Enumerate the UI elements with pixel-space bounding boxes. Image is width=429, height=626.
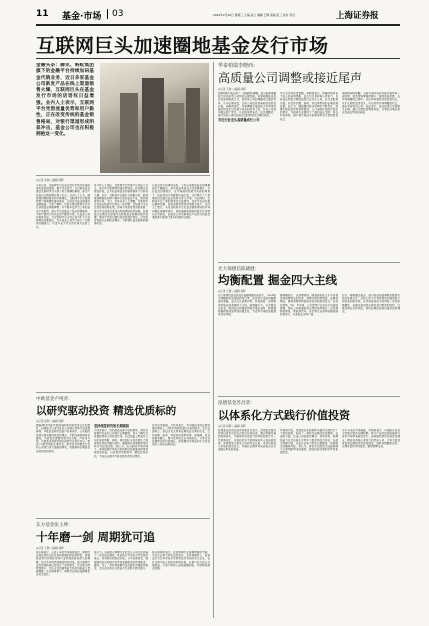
lm-subhead: 坚持深度研究和长期跟踪 bbox=[94, 424, 130, 428]
lb-kicker: 东方基金张玉坤： bbox=[36, 523, 73, 528]
lm-column-2-text: 卢纯青表示，好的投资来源于好的研究。研究员需要对行业和公司进行长期跟踪，深入了解行业发展趋势和公司经营状况，在此基础上形成对公司价值的判断。同时，研究团队与投资团队之间保持密切的沟通与协作，确保研究成果能够及时转化为投资决策。她认为，在当前的市场环境下，单纯依靠市场热点和短期交易很难获得持续稳定的收益，只有坚持深度研究、精选优质标的，才能在长期中为投资者创造良好回报。 bbox=[94, 429, 148, 458]
rm-headline: 均衡配置 掘金四大主线 bbox=[218, 273, 338, 287]
rt-column-3: 李晓西同时提醒，当前市场的波动可能仍将持续一段时间，投资者需要保持耐心，避免追涨杀跌。在市场调整的过程中，往往孕育着较好的投资机会，对于长期投资者而言，可以利用市场调整的机会，逐步布局优质公司。他还表示，基金投资应该着眼于长期，通过分散投资降低风险，分享经济增长和企业成长带来的收益。 bbox=[342, 92, 400, 115]
masthead-logo: 上海证券报 bbox=[336, 11, 379, 21]
lb-column-1: 张玉坤表示，从近十年的市场表现来看，周期行业的投资机会往往具有较强的阶段性特征，需要投资者对宏观经济和行业供需格局有深入的理解。经过多年的供给侧结构性改革，部分周期行业的竞争格局已经发生了深刻变化，行业集中度明显提升，龙头企业的盈利能力和抗风险能力显著增强。在这种背景下，周期行业的投资逻辑也在发生变化。 bbox=[36, 551, 90, 577]
rb-column-1: 泓德基金投资总监苏昌景近日表示，泓德基金始终坚持以体系化的方式践行价值投资，通过构建完善的投研体系，不断提升投资能力和风险控制水平。苏昌景表示，价值投资并不是简单地买入低估值股票，而是要深入研究公司的内在价值，寻找价格低于价值的投资机会，并通过长期持有来获取企业价值增长带来的收益。 bbox=[218, 429, 276, 452]
header-rule bbox=[36, 24, 400, 26]
lead-summary-line bbox=[36, 175, 210, 176]
rt-headline: 高质量公司调整或接近尾声 bbox=[218, 71, 363, 85]
section-title: 基金·市场 bbox=[62, 12, 102, 22]
photo-building-icon bbox=[168, 103, 184, 163]
column-divider bbox=[213, 62, 214, 618]
lb-column-3: 张玉坤同时表示，投资周期行业需要把握好节奏，关注行业景气度的边际变化。在具体操作上，他将重点关注具有成本优势和技术优势的龙头企业，在行业景气向上的阶段积极布局，在景气高点适当兑现收益，力争为持有人获取超额回报，并控制好组合回撤。 bbox=[152, 551, 210, 571]
lm-kicker: 中欧基金卢纯青： bbox=[36, 397, 73, 402]
lead-column-2: 有分析人士指出，互联网平台的用户以年轻人为主，他们对于新事物的接受度较高，投资理念也更加开放，这为权益类基金的销售提供了良好的土壤。此外，互联网平台通过大数据分析，能够更加精准地向用户推荐合适的基金产品，提高销售转化率。不过，也有业内人士提醒，互联网平台在基金销售中也存在一些问题，比如部分平台过度宣传短期业绩，容易引导投资者追涨杀跌；部分平台的投资者适当性管理还有待加强。监管部门近期也在加强对互联网基金销售的规范管理，要求平台切实履行投资者保护责任，引导投资者树立长期投资理念，不断提升基金销售的服务质量。 bbox=[94, 184, 148, 226]
rt-column-1 bbox=[218, 92, 276, 260]
rt-byline: ◎记者 王敏 ○编辑 杨晖 bbox=[218, 88, 246, 91]
rb-kicker: 泓德基金苏昌景： bbox=[218, 401, 255, 406]
lead-summary-text: 金融头条：腾讯、蚂蚁集团旗下的金融平台持续加码基金代销业务，近日多家基金公司新发产品在线上渠道销售火爆，互联网巨头在基金发行市场的话语权日益增强。业内人士表示，互联网平台凭借流量优势和用户黏性，正在改变传统的基金销售格局，对银行渠道形成明显冲击，基金公司也在积极拥抱这一变化。 bbox=[36, 63, 94, 138]
page-code: 03 bbox=[112, 9, 124, 19]
rt-bottom-rule bbox=[218, 262, 400, 263]
rb-byline: ◎记者 杨晖 ○编辑 杨晖 bbox=[218, 425, 246, 428]
lm-top-rule bbox=[36, 392, 210, 393]
photo-building-icon bbox=[120, 93, 138, 163]
page-number: 11 bbox=[36, 9, 49, 19]
lb-column-2: 他认为，当前部分周期行业的龙头公司已经具备了一定的成长属性，其估值水平仍处于历史相对低位，具有较好的投资价值。从中长期来看，随着国内经济的稳步复苏和基建投资的持续推进，建材、化工、有色等周期行业的需求有望保持稳定，龙头企业将充分受益于行业集中度的提升。 bbox=[94, 551, 148, 571]
rb-headline: 以体系化方式践行价值投资 bbox=[218, 409, 350, 422]
rb-column-2: 苏昌景介绍，泓德基金在投研体系建设方面进行了大量的探索，形成了一套较为成熟的投资框架。在选股方面，注重公司的商业模式、竞争优势、管理层能力以及估值水平等多个维度的综合评估；在组合构建方面，注重行业和个股的分散配置，控制组合的整体风险。他认为，体系化的投资方法能够减少主观判断带来的偏差，提高投资决策的科学性和稳定性。 bbox=[280, 429, 338, 455]
rb-top-rule bbox=[218, 396, 400, 397]
rt-column-1-text: 近期A股市场出现了一定幅度的调整，部分前期涨幅较大的高质量公司股价出现回落。华泰柏瑞基金投资总监李晓西认为，高质量公司的调整或已接近尾声，从中长期来看，这些公司依然具备较好的投资价值。李晓西表示，本轮调整主要是由于市场风险偏好的变化以及部分资金的获利了结，并非公司基本面出现了恶化。从估值角度来看，经过调整后，部分优质公司的估值已经回到相对合理的区间。 bbox=[218, 92, 276, 118]
photo-building-icon bbox=[186, 88, 200, 163]
rm-column-3: 此外，陈晓健还指出，部分低估值蓝筹股的配置价值也值得关注。这些公司大多具有稳定的盈利能力和较高的股息率，在市场波动加大时具有一定的防御属性。他建议投资者在做好资产配置的同时，注意控制仓位和风险，坚持长期投资和价值投资的理念。 bbox=[342, 294, 400, 314]
lb-top-rule bbox=[36, 518, 210, 519]
lm-byline: ◎记者 杨晖 ○编辑 杨晖 bbox=[36, 420, 64, 423]
rm-column-2: 陈晓健表示，在消费领域，随着居民收入水平的提高和消费观念的转变，消费升级趋势明显，品牌消费品、服务消费等领域存在较好的投资机会；在科技领域，5G、半导体、云计算等产业正处于快速发展期，相关公司有望迎来业绩的持续增长；在高端制造领域，新能源汽车、光伏等行业具有较强的国际竞争力，未来成长空间广阔。 bbox=[280, 294, 338, 317]
lead-column-3: 从基金发行的情况来看，今年以来新发基金的规模同比大幅增长，其中权益类基金占比显著提升。多位基金经理表示，在市场流动性较为充裕的背景下，权益类资产的配置价值凸显，这也吸引了大量增量资金通过基金的形式进入市场。与此同时，互联网平台之间的竞争也日趋激烈，各家平台纷纷推出费率优惠、投资者教育等活动来吸引用户。业内人士预计，未来互联网平台在基金销售领域的市场份额还将继续提升，传统渠道需要加快数字化转型以应对挑战，而基金公司也需要在产品设计和投资者服务方面进行更多的创新与探索。 bbox=[152, 184, 210, 220]
rm-byline: ◎记者 王敏 ○编辑 杨晖 bbox=[218, 290, 246, 293]
lm-column-2 bbox=[94, 424, 148, 516]
lead-photo bbox=[100, 63, 209, 173]
lead-byline: ◎记者 吴晓 ○编辑 杨晖 bbox=[36, 179, 64, 182]
lm-column-1: 随着A股市场的不断发展和机构投资者占比的提升，投研能力已成为基金公司核心竞争力的重要体现。中欧基金研究总监卢纯青表示，公司始终坚持以研究驱动投资的理念，不断完善投研体系建设，为投资决策提供坚实的支撑。卢纯青介绍，中欧基金的研究团队按照行业进行划分，覆盖了A股市场的主要行业，研究员对所覆盖行业和公司进行深入细致的研究，挖掘具有长期投资价值的优质标的。 bbox=[36, 424, 90, 453]
lead-column-1: 今年以来，互联网平台在基金发行市场中扮演的角色越来越重要。据不完全统计，多只新发基金通过互联网平台实现了较大规模的募集，部分产品首日认购即超过数十亿元。业内人士认为，随着居民理财需求的不断增长，互联网平台凭借海量用户和便捷的操作体验，已经成为基金销售的重要渠道。记者了解到，目前主要互联网平台均已获得基金销售牌照，并不断丰富平台上架的基金产品数量。部分平台还推出了基金投顾服务，为用户提供个性化的资产配置方案。从基金公司的角度来看，与互联网平台合作已成为扩大产品销售的重要途径，许多基金公司专门成立了互联网金融部门，负责与各大平台的对接与运营工作。 bbox=[36, 184, 90, 229]
lb-byline: ◎记者 王敏 ○编辑 杨晖 bbox=[36, 547, 64, 550]
rb-column-3: 对于未来的市场展望，苏昌景表示，中国经济正处于转型升级的关键时期，新兴产业的快速发展将为资本市场带来新的活力。他将继续坚持价值投资理念，精选具有核心竞争力的优质公司，力争为投资者创造长期稳定的投资回报。同时他提醒投资者，应理性看待市场波动，避免频繁交易。 bbox=[342, 429, 400, 449]
lm-column-3: 谈及后市展望，卢纯青表示，对中国经济的长期发展充满信心，A股市场的投资机会依然较多。在行业选择上，将重点关注具有长期成长空间的行业，比如消费、医药、科技和先进制造等。她强调，投资需要有耐心，要与优秀的企业共同成长，分享企业发展带来的价值增长，而短期的市场波动不会改变优质公司的长期价值。 bbox=[152, 424, 210, 447]
lm-headline: 以研究驱动投资 精选优质标的 bbox=[36, 405, 177, 417]
rt-column-2: 对于后市的投资策略，李晓西表示，将继续坚持自下而上的选股思路，重点关注具有核心竞争力、良好成长性和合理估值的行业龙头公司。在行业配置方面，他看好消费、医药、科技等领域的长期发展前景。他认为，随着国内经济结构的不断优化，消费升级的趋势将持续推进；人口老龄化和医疗需求的提升，为医药行业提供了广阔的成长空间；而在科技领域，国产替代和技术创新将带来大量的投资机会。 bbox=[280, 92, 338, 121]
lb-headline: 十年磨一剑 周期犹可追 bbox=[36, 530, 156, 544]
photo-building-icon bbox=[142, 78, 164, 163]
lead-rule bbox=[36, 58, 400, 59]
page-header bbox=[0, 0, 429, 30]
rt-subhead: 关注行业龙头高质量成长公司 bbox=[218, 117, 260, 122]
rm-column-1: 光大保德信基金投资总监陈晓健日前表示，今年A股市场整体将呈现结构性行情，投资者应采取均衡配置的策略，重点关注消费升级、科技创新、高端制造和低估值蓝筹四大主线。陈晓健认为，从宏观经济来看，国内经济有望保持稳定增长态势，政策面将继续保持连续性和稳定性，为资本市场的发展提供良好环境。 bbox=[218, 294, 276, 317]
rt-kicker: 华泰柏瑞李晓西： bbox=[218, 63, 259, 69]
section-divider bbox=[107, 9, 108, 19]
date-line: 2020年2月26日 星期三 主编 孙立 编辑 王静 美编 张三 校对 李四 bbox=[213, 13, 295, 17]
rm-kicker: 光大保德信陈晓健： bbox=[218, 267, 260, 272]
lead-summary bbox=[36, 63, 94, 171]
lead-headline: 互联网巨头加速圈地基金发行市场 bbox=[36, 35, 329, 57]
